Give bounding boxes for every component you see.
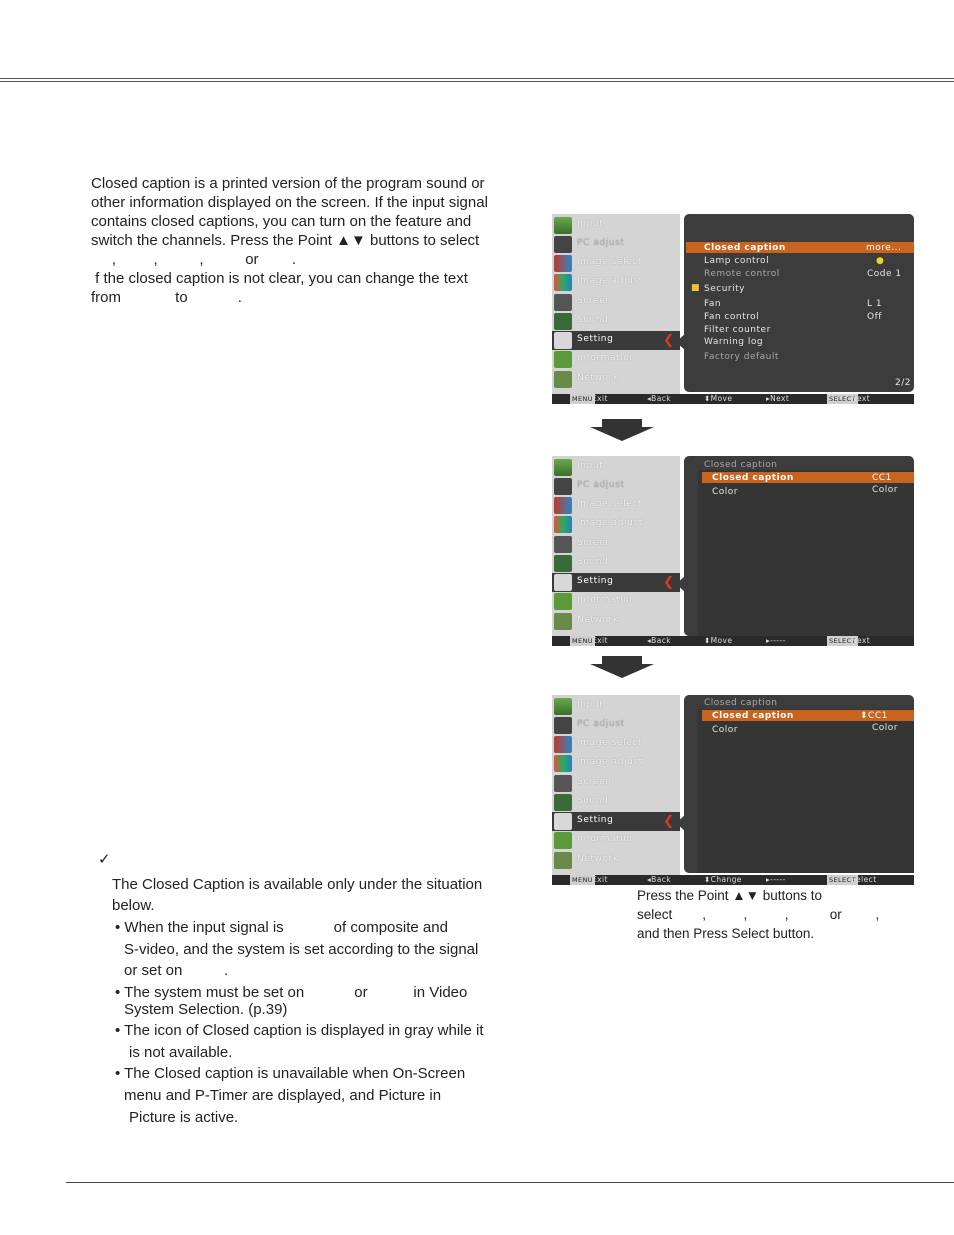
bar-text: Next (851, 636, 871, 645)
page-indicator: 2/2 (895, 378, 911, 388)
menu-item-label: Image select (577, 499, 642, 509)
menu-item-label: Information (577, 595, 636, 605)
note-line: S-video, and the system is set according to the signal (124, 941, 479, 958)
input-icon (554, 698, 572, 715)
menu-item-label: Sound (577, 796, 609, 806)
menu-item-label: Image adjust (577, 518, 643, 528)
sound-icon (554, 313, 572, 330)
menu-item-input[interactable] (552, 697, 680, 716)
bar-text: ▸Next (766, 394, 790, 403)
submenu-value: ⬍CC1 (860, 711, 888, 721)
select-key-icon: SELECT (829, 637, 856, 645)
menu-item-pc-adjust[interactable] (552, 235, 680, 254)
pc-adjust-icon (554, 478, 572, 495)
submenu-item-security[interactable]: Security (704, 284, 745, 294)
submenu-value: Color (872, 485, 898, 495)
submenu-value: Off (867, 312, 882, 322)
osd-screen-setting (552, 214, 914, 404)
network-icon (554, 371, 572, 388)
submenu-item-closed-caption[interactable]: Closed caption (704, 243, 786, 253)
menu-item-information[interactable] (552, 831, 680, 850)
sound-icon (554, 555, 572, 572)
setting-icon (554, 574, 572, 591)
setting-icon (554, 813, 572, 830)
osd-status-bar (552, 394, 914, 404)
note-line: • When the input signal is of composite and (115, 919, 448, 936)
menu-item-screen[interactable] (552, 774, 680, 793)
menu-item-label: Image select (577, 738, 642, 748)
bar-text: Exit (592, 636, 608, 645)
note-line: is not available. (129, 1044, 233, 1061)
menu-item-image-adjust[interactable] (552, 515, 680, 534)
menu-item-label: Screen (577, 296, 612, 306)
menu-item-sound[interactable] (552, 312, 680, 331)
note-line: The Closed Caption is available only under the situation (112, 876, 483, 893)
submenu-value: L 1 (867, 299, 883, 309)
menu-key-icon: MENU (572, 876, 593, 884)
note-line: below. (112, 897, 155, 914)
submenu-item-color[interactable]: Color (712, 487, 738, 497)
check-mark-icon: ✓ (98, 851, 111, 868)
menu-item-label: Setting (577, 576, 614, 586)
submenu-item-factory-default[interactable]: Factory default (704, 352, 779, 362)
submenu-item-fan[interactable]: Fan (704, 299, 722, 309)
submenu-item-remote-control[interactable]: Remote control (704, 269, 780, 279)
menu-item-label: Sound (577, 557, 609, 567)
menu-item-information[interactable] (552, 350, 680, 369)
bar-text: ◂Back (647, 394, 671, 403)
menu-item-network[interactable] (552, 370, 680, 389)
footer-rule (66, 1182, 954, 1183)
menu-item-label: Network (577, 373, 619, 383)
select-key-icon: SELECT (829, 876, 856, 884)
image-select-icon (554, 255, 572, 272)
menu-item-label: Screen (577, 538, 612, 548)
menu-item-label: Image select (577, 257, 642, 267)
menu-item-screen[interactable] (552, 535, 680, 554)
menu-item-label: PC adjust (577, 238, 625, 248)
bar-text: ⬍Change (704, 875, 742, 884)
menu-item-label: Network (577, 854, 619, 864)
submenu-item-closed-caption[interactable]: Closed caption (712, 473, 794, 483)
header-rule-2 (0, 81, 954, 82)
network-icon (554, 613, 572, 630)
intro-line: , , , or . (91, 251, 297, 268)
menu-item-network[interactable] (552, 851, 680, 870)
submenu-item-fan-control[interactable]: Fan control (704, 312, 760, 322)
menu-item-sound[interactable] (552, 554, 680, 573)
intro-line: other information displayed on the screen. If the input signal (91, 194, 488, 211)
menu-item-image-select[interactable] (552, 254, 680, 273)
menu-item-screen[interactable] (552, 293, 680, 312)
image-adjust-icon (554, 755, 572, 772)
osd-status-bar (552, 875, 914, 885)
menu-item-image-adjust[interactable] (552, 273, 680, 292)
menu-item-label: Screen (577, 777, 612, 787)
intro-paragraph (91, 174, 511, 307)
image-adjust-icon (554, 516, 572, 533)
submenu-value: Color (872, 723, 898, 733)
bar-text: ◂Back (647, 636, 671, 645)
menu-item-pc-adjust[interactable] (552, 716, 680, 735)
screen-icon (554, 775, 572, 792)
screen-icon (554, 294, 572, 311)
menu-item-setting[interactable] (552, 573, 680, 592)
bar-text: ⬍Move (704, 636, 733, 645)
submenu-item-warning-log[interactable]: Warning log (704, 337, 764, 347)
selected-arrow-icon: ❮ (663, 575, 674, 590)
submenu-item-lamp-control[interactable]: Lamp control (704, 256, 770, 266)
menu-item-label: Information (577, 834, 636, 844)
menu-item-label: Image adjust (577, 276, 643, 286)
submenu-item-color[interactable]: Color (712, 725, 738, 735)
osd-screen-closed-caption (552, 456, 914, 648)
note-line: or set on . (124, 962, 229, 979)
menu-item-setting[interactable] (552, 812, 680, 831)
menu-item-input[interactable] (552, 216, 680, 235)
selected-arrow-icon: ❮ (663, 333, 674, 348)
setting-icon (554, 332, 572, 349)
image-select-icon (554, 497, 572, 514)
menu-item-input[interactable] (552, 458, 680, 477)
intro-line: switch the channels. Press the Point ▲▼ buttons to select (91, 232, 480, 249)
bar-text: ▸----- (766, 636, 786, 645)
menu-item-label: Setting (577, 815, 614, 825)
bar-text: ▸----- (766, 875, 786, 884)
bar-text: ⬍Move (704, 394, 733, 403)
screen-icon (554, 536, 572, 553)
bar-text: Exit (592, 875, 608, 884)
input-icon (554, 459, 572, 476)
osd-status-bar (552, 636, 914, 646)
submenu-title: Closed caption (704, 698, 778, 708)
intro-line: f the closed caption is not clear, you can change the text (91, 270, 468, 287)
intro-line: Closed caption is a printed version of the program sound or (91, 175, 485, 192)
network-icon (554, 852, 572, 869)
menu-item-label: Input (577, 219, 604, 229)
menu-item-setting[interactable] (552, 331, 680, 350)
menu-item-pc-adjust[interactable] (552, 477, 680, 496)
note-line: • The Closed caption is unavailable when On-Screen (115, 1065, 466, 1082)
menu-item-label: Sound (577, 315, 609, 325)
bar-text: ◂Back (647, 875, 671, 884)
figure-caption-line: select , , , or , (637, 907, 880, 922)
submenu-item-closed-caption[interactable]: Closed caption (712, 711, 794, 721)
figure-caption-line: and then Press Select button. (637, 926, 815, 941)
menu-item-label: Input (577, 461, 604, 471)
lock-icon: ■ (691, 283, 701, 293)
bar-text: Next (851, 394, 871, 403)
intro-line: contains closed captions, you can turn on the feature and (91, 213, 472, 230)
information-icon (554, 832, 572, 849)
menu-item-label: Information (577, 353, 636, 363)
menu-item-image-select[interactable] (552, 735, 680, 754)
submenu-title: Closed caption (704, 460, 778, 470)
note-line: menu and P-Timer are displayed, and Picture in (124, 1087, 442, 1104)
menu-key-icon: MENU (572, 637, 593, 645)
select-key-icon: SELECT (829, 395, 856, 403)
note-line: • The system must be set on or in Video (115, 984, 468, 1001)
submenu-value: more... (866, 243, 902, 253)
bar-text: Select (851, 875, 877, 884)
menu-item-label: Setting (577, 334, 614, 344)
lamp-icon: ● (876, 256, 885, 266)
intro-line: from to . (91, 289, 242, 306)
sound-icon (554, 794, 572, 811)
image-select-icon (554, 736, 572, 753)
pc-adjust-icon (554, 236, 572, 253)
menu-key-icon: MENU (572, 395, 593, 403)
menu-item-label: Input (577, 700, 604, 710)
note-line: Picture is active. (129, 1109, 239, 1126)
image-adjust-icon (554, 274, 572, 291)
menu-item-label: PC adjust (577, 719, 625, 729)
figure-caption-line: Press the Point ▲▼ buttons to (637, 888, 823, 903)
header-rule-1 (0, 78, 954, 79)
note-line: System Selection. (p.39) (124, 1001, 288, 1018)
note-line: • The icon of Closed caption is displayed in gray while it (115, 1022, 484, 1039)
menu-item-information[interactable] (552, 592, 680, 611)
osd-screen-closed-caption-change (552, 695, 914, 887)
pc-adjust-icon (554, 717, 572, 734)
input-icon (554, 217, 572, 234)
menu-item-image-adjust[interactable] (552, 754, 680, 773)
menu-item-label: Image adjust (577, 757, 643, 767)
submenu-item-filter-counter[interactable]: Filter counter (704, 325, 771, 335)
menu-item-label: PC adjust (577, 480, 625, 490)
menu-item-sound[interactable] (552, 793, 680, 812)
menu-item-label: Network (577, 615, 619, 625)
submenu-value: Code 1 (867, 269, 902, 279)
information-icon (554, 351, 572, 368)
bar-text: Exit (592, 394, 608, 403)
menu-item-image-select[interactable] (552, 496, 680, 515)
menu-item-network[interactable] (552, 612, 680, 631)
submenu-value: CC1 (872, 473, 892, 483)
information-icon (554, 593, 572, 610)
selected-arrow-icon: ❮ (663, 814, 674, 829)
